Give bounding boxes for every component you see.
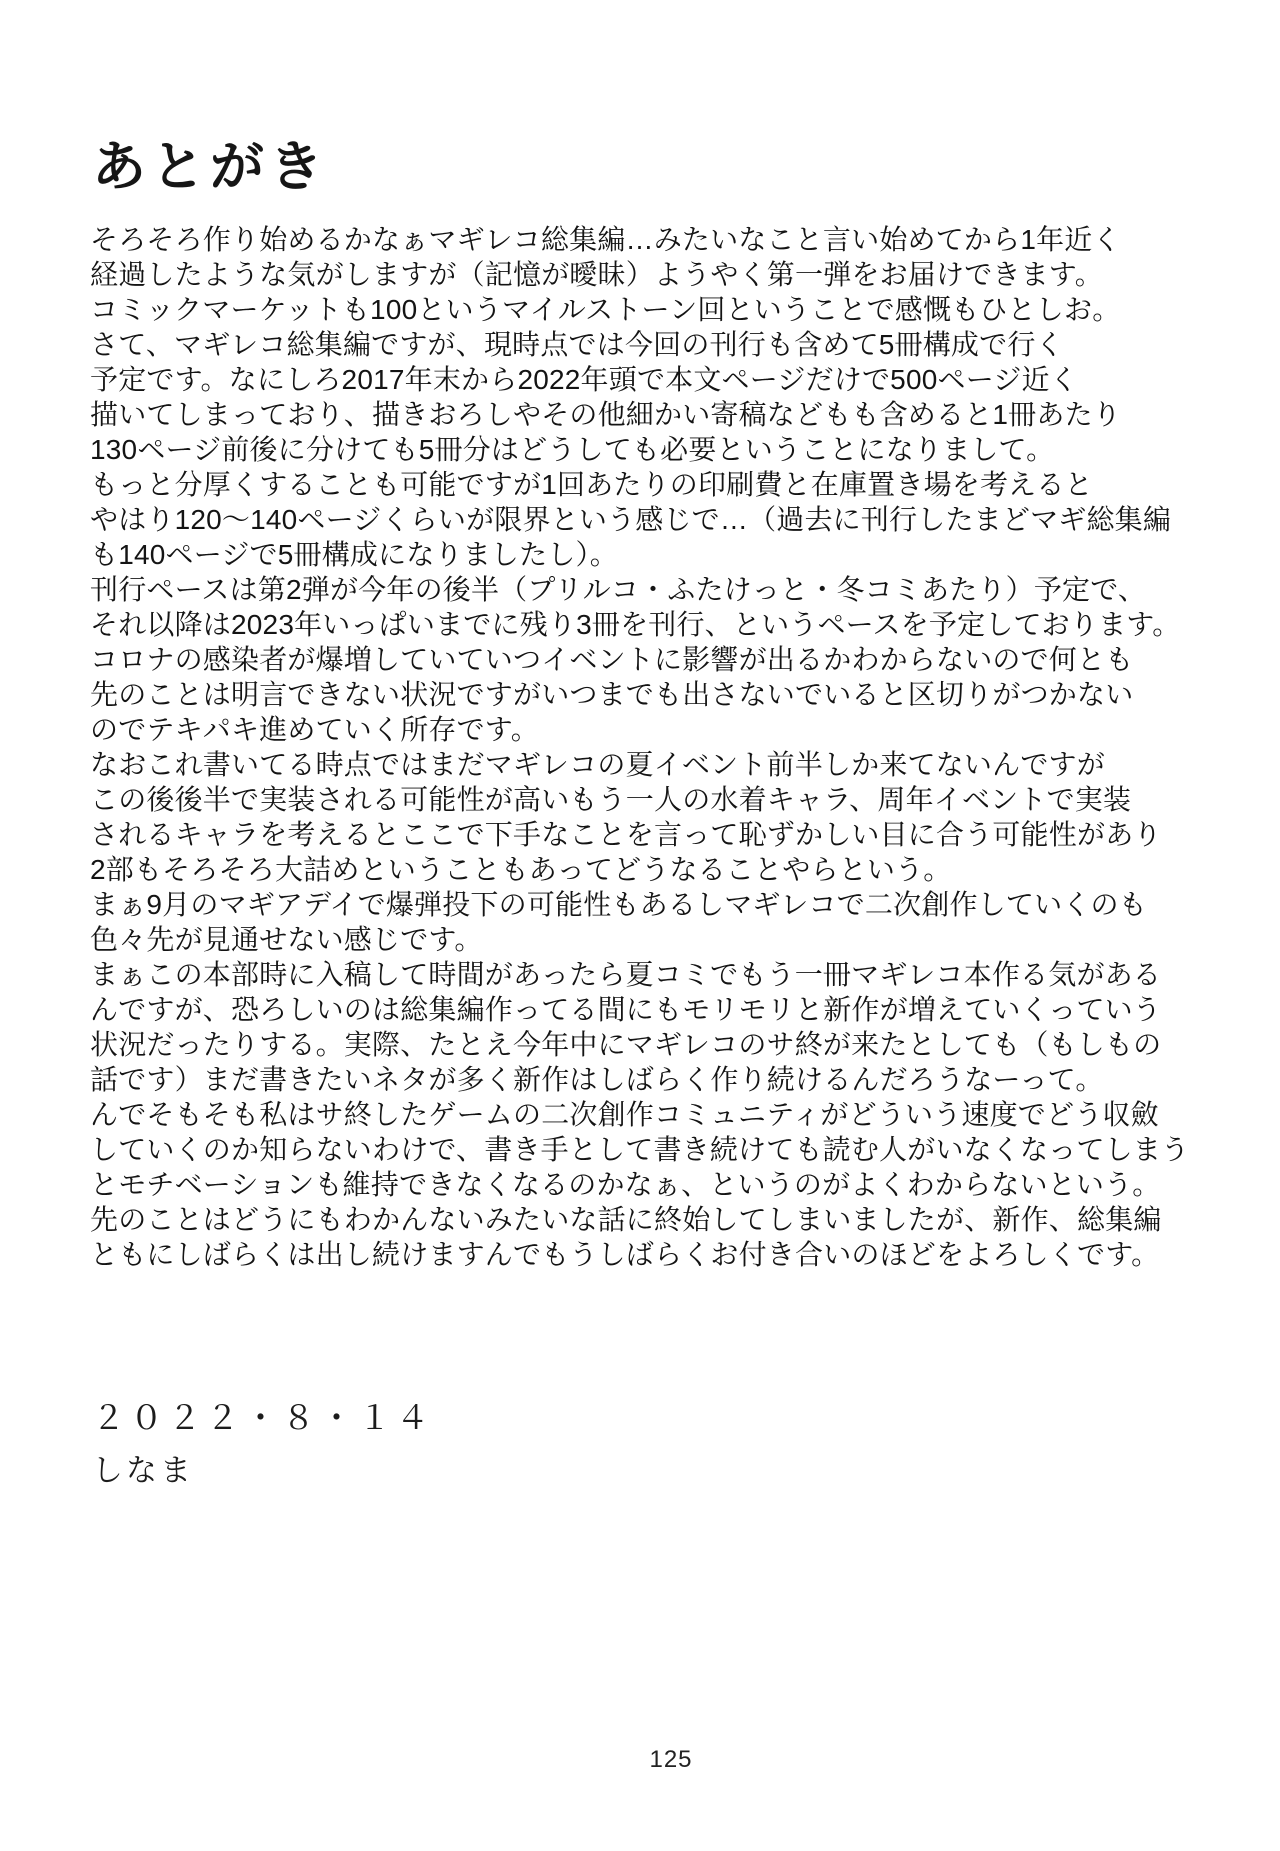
afterword-body (90, 222, 1222, 1272)
body-line: 色々先が見通せない感じです。 (90, 924, 483, 955)
body-line: コミックマーケットも100というマイルストーン回ということで感慨もひとしお。 (90, 294, 1121, 325)
body-line: 先のことは明言できない状況ですがいつまでも出さないでいると区切りがつかない (90, 679, 1134, 710)
body-line: も140ページで5冊構成になりましたし）。 (90, 539, 618, 570)
author-signature: しなま (92, 1453, 194, 1488)
body-line: 描いてしまっており、描きおろしやその他細かい寄稿などもも含めると1冊あたり (90, 399, 1121, 430)
body-line: んでそもそも私はサ終したゲームの二次創作コミュニティがどういう速度でどう収斂 (90, 1099, 1159, 1130)
body-line: それ以降は2023年いっぱいまでに残り3冊を刊行、というペースを予定しております。 (90, 609, 1181, 640)
body-line: 2部もそろそろ大詰めということもあってどうなることやらという。 (90, 854, 952, 885)
body-line: ともにしばらくは出し続けますんでもうしばらくお付き合いのほどをよろしくです。 (90, 1239, 1160, 1270)
body-line: されるキャラを考えるとここで下手なことを言って恥ずかしい目に合う可能性があり (90, 819, 1162, 850)
publication-date: ２０２２・８・１４ (92, 1401, 434, 1437)
body-line: まぁ9月のマギアデイで爆弾投下の可能性もあるしマギレコで二次創作していくのも (90, 889, 1147, 920)
body-line: 130ページ前後に分けても5冊分はどうしても必要ということになりまして。 (90, 434, 1055, 465)
body-line: この後後半で実装される可能性が高いもう一人の水着キャラ、周年イベントで実装 (90, 784, 1132, 815)
body-line: んですが、恐ろしいのは総集編作ってる間にもモリモリと新作が増えていくっていう (90, 994, 1162, 1025)
body-line: コロナの感染者が爆増していていつイベントに影響が出るかわからないので何とも (90, 644, 1134, 675)
body-line: まぁこの本部時に入稿して時間があったら夏コミでもう一冊マギレコ本作る気がある (90, 959, 1162, 990)
body-line: 話です）まだ書きたいネタが多く新作はしばらく作り続けるんだろうなーって。 (90, 1064, 1104, 1095)
body-line: 刊行ペースは第2弾が今年の後半（プリルコ・ふたけっと・冬コミあたり）予定で、 (90, 574, 1147, 605)
body-line: もっと分厚くすることも可能ですが1回あたりの印刷費と在庫置き場を考えると (90, 469, 1093, 500)
page-number: 125 (649, 1746, 693, 1773)
body-line: やはり120～140ページくらいが限界という感じで…（過去に刊行したまどマギ総集編 (90, 504, 1172, 535)
body-line: なおこれ書いてる時点ではまだマギレコの夏イベント前半しか来てないんですが (90, 749, 1105, 780)
body-line: 予定です。なにしろ2017年末から2022年頭で本文ページだけで500ページ近く (90, 364, 1078, 395)
body-line: とモチベーションも維持できなくなるのかなぁ、というのがよくわからないという。 (90, 1169, 1161, 1200)
body-line: そろそろ作り始めるかなぁマギレコ総集編…みたいなこと言い始めてから1年近く (90, 224, 1121, 255)
page-title: あとがき (92, 137, 328, 198)
body-line: 経過したような気がしますが（記憶が曖昧）ようやく第一弾をお届けできます。 (90, 259, 1103, 290)
body-line: 先のことはどうにもわかんないみたいな話に終始してしまいましたが、新作、総集編 (90, 1204, 1162, 1235)
colophon (92, 1392, 434, 1490)
body-line: さて、マギレコ総集編ですが、現時点では今回の刊行も含めて5冊構成で行く (90, 329, 1064, 360)
body-line: 状況だったりする。実際、たとえ今年中にマギレコのサ終が来たとしても（もしもの (90, 1029, 1162, 1060)
body-line: していくのか知らないわけで、書き手として書き続けても読む人がいなくなってしまう (90, 1134, 1190, 1165)
body-line: のでテキパキ進めていく所存です。 (90, 714, 539, 745)
